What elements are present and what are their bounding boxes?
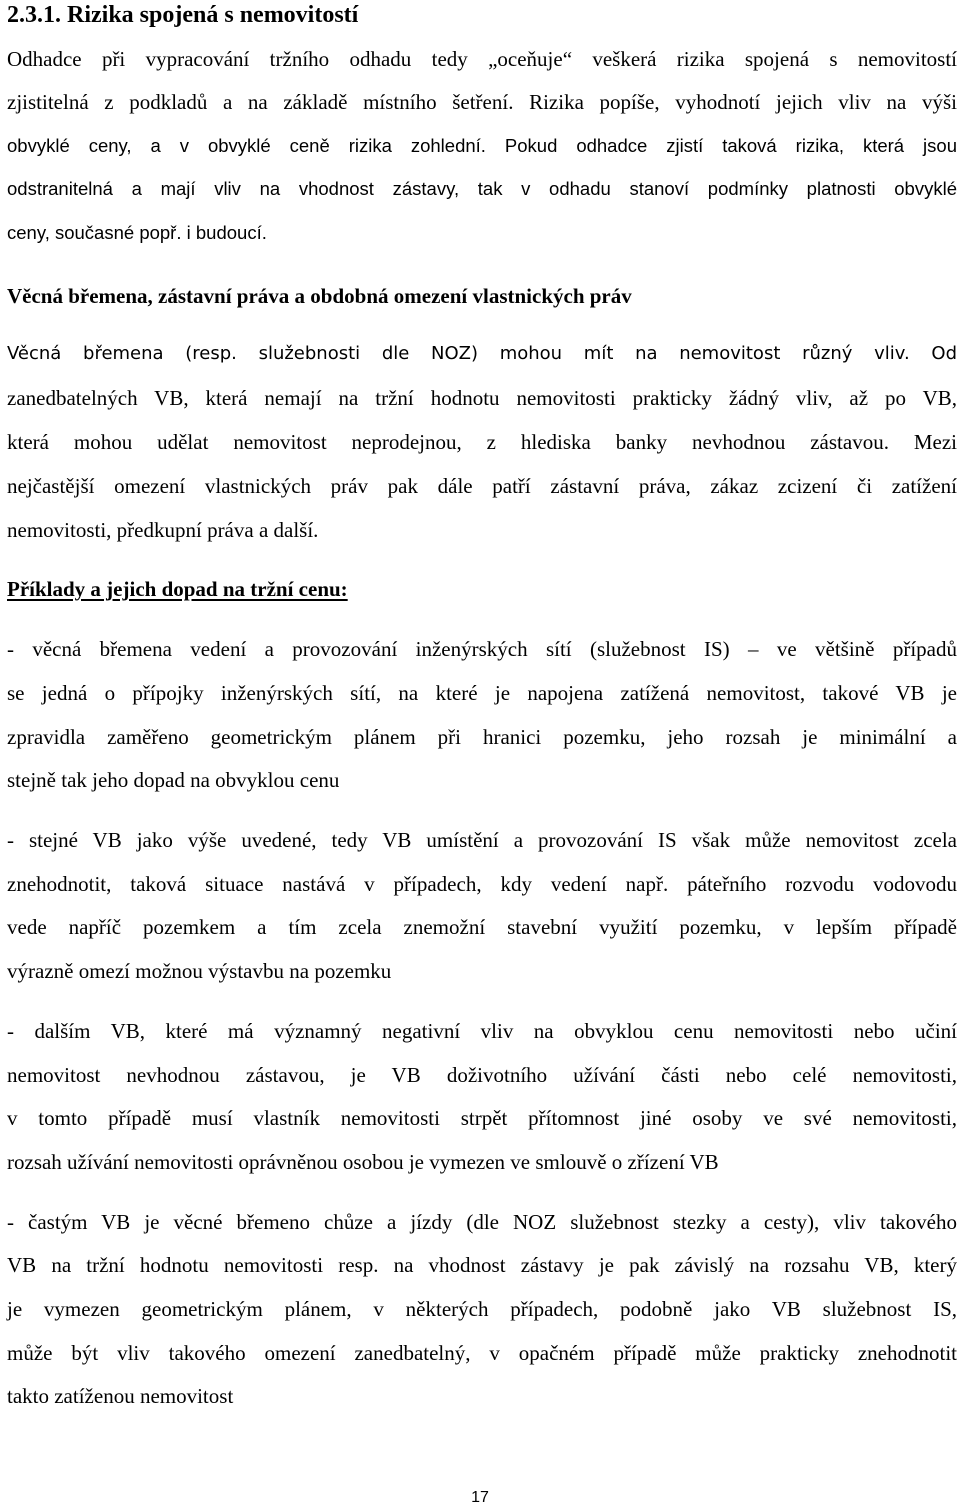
example-line: vede napříč pozemkem a tím zcela znemožní stavební využití pozemku, v lepším případě <box>7 915 957 939</box>
example-line: zpravidla zaměřeno geometrickým plánem při hranici pozemku, jeho rozsah je minimální a <box>7 725 957 749</box>
examples-heading: Příklady a jejich dopad na tržní cenu: <box>7 577 348 601</box>
intro-line: odstranitelná a mají vliv na vhodnost zástavy, tak v odhadu stanoví podmínky platnosti obvyklé <box>7 178 957 199</box>
example-line: - stejné VB jako výše uvedené, tedy VB umístění a provozování IS však může nemovitost zcela <box>7 828 957 852</box>
example-line: v tomto případě musí vlastník nemovitosti strpět přítomnost jiné osoby ve své nemovitosti, <box>7 1106 957 1130</box>
intro-line: obvyklé ceny, a v obvyklé ceně rizika zohlední. Pokud odhadce zjistí taková rizika, která jsou <box>7 135 957 156</box>
vb-paragraph-line: nemovitosti, předkupní práva a další. <box>7 518 319 542</box>
vb-paragraph-line: která mohou udělat nemovitost neprodejnou, z hlediska banky nevhodnou zástavou. Mezi <box>7 430 957 454</box>
page-number: 17 <box>471 1489 489 1506</box>
example-line: nemovitost nevhodnou zástavou, je VB doživotního užívání části nebo celé nemovitosti, <box>7 1063 957 1087</box>
example-line: může být vliv takového omezení zanedbatelný, v opačném případě může prakticky znehodnotit <box>7 1341 957 1365</box>
example-line: - častým VB je věcné břemeno chůze a jízdy (dle NOZ služebnost stezky a cesty), vliv takového <box>7 1210 957 1234</box>
vb-paragraph-line: zanedbatelných VB, která nemají na tržní hodnotu nemovitosti prakticky žádný vliv, až po VB, <box>7 386 957 410</box>
example-line: rozsah užívání nemovitosti oprávněnou osobou je vymezen ve smlouvě o zřízení VB <box>7 1150 719 1174</box>
example-line: - věcná břemena vedení a provozování inženýrských sítí (služebnost IS) – ve většině případů <box>7 637 957 661</box>
example-line: VB na tržní hodnotu nemovitosti resp. na vhodnost zástavy je pak závislý na rozsahu VB, který <box>7 1253 957 1277</box>
example-line: znehodnotit, taková situace nastává v případech, kdy vedení např. páteřního rozvodu vodovodu <box>7 872 957 896</box>
vb-paragraph-line: Věcná břemena (resp. služebnosti dle NOZ) mohou mít na nemovitost různý vliv. Od <box>7 343 957 364</box>
intro-line: Odhadce při vypracování tržního odhadu tedy „oceňuje“ veškerá rizika spojená s nemovitostí <box>7 47 957 71</box>
example-line: takto zatíženou nemovitost <box>7 1384 234 1408</box>
subheading: Věcná břemena, zástavní práva a obdobná omezení vlastnických práv <box>7 284 632 308</box>
example-line: je vymezen geometrickým plánem, v některých případech, podobně jako VB služebnost IS, <box>7 1297 957 1321</box>
intro-line: zjistitelná z podkladů a na základě místního šetření. Rizika popíše, vyhodnotí jejich vliv na výši <box>7 90 957 114</box>
intro-line: ceny, současné popř. i budoucí. <box>7 222 267 243</box>
example-line: - dalším VB, které má významný negativní vliv na obvyklou cenu nemovitosti nebo učiní <box>7 1019 957 1043</box>
example-line: se jedná o přípojky inženýrských sítí, na které je napojena zatížená nemovitost, takové VB je <box>7 681 957 705</box>
section-heading: 2.3.1. Rizika spojená s nemovitostí <box>7 2 359 28</box>
example-line: výrazně omezí možnou výstavbu na pozemku <box>7 959 392 983</box>
example-line: stejně tak jeho dopad na obvyklou cenu <box>7 768 340 792</box>
vb-paragraph-line: nejčastější omezení vlastnických práv pak dále patří zástavní práva, zákaz zcizení či zatížení <box>7 474 957 498</box>
document-page <box>7 0 957 1509</box>
